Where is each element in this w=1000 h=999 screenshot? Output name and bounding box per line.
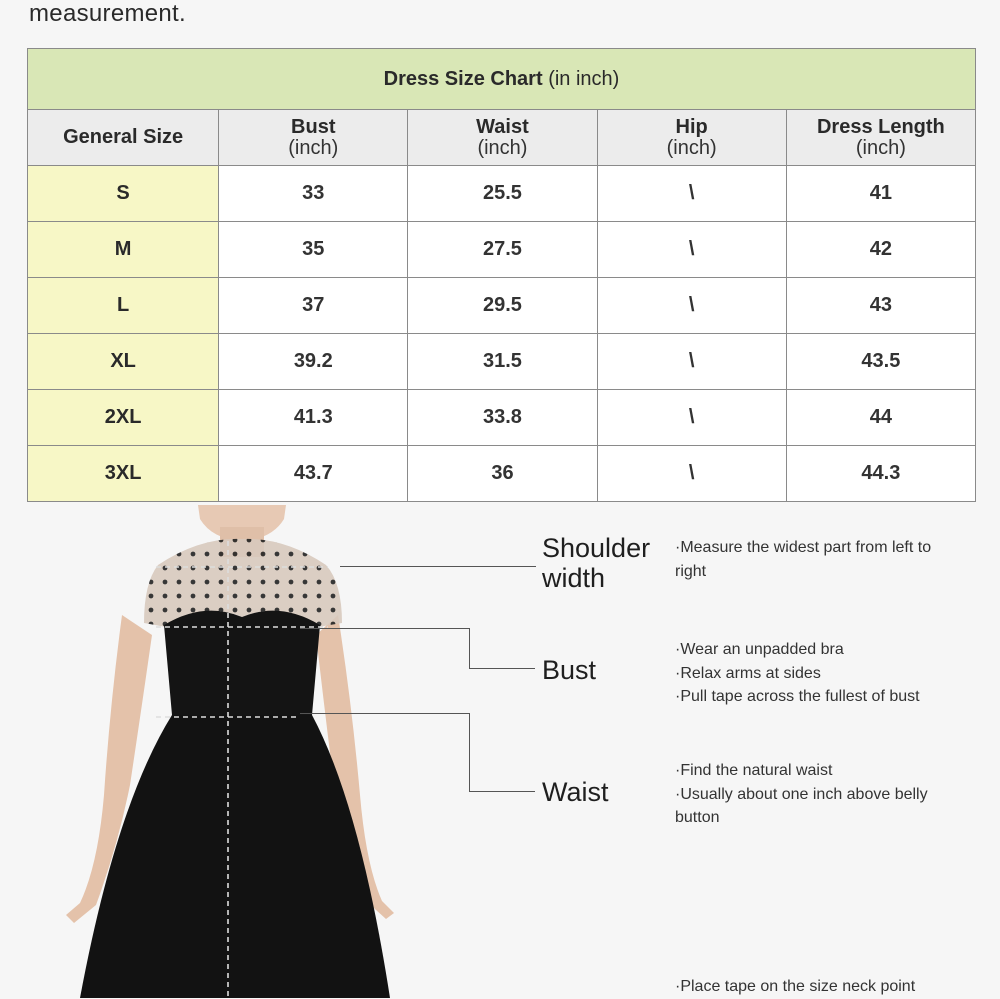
waist-cell: 33.8	[408, 390, 597, 446]
table-header-row	[28, 110, 976, 166]
intro-text: measurement.	[29, 0, 186, 27]
note-line: ·Place tape on the size neck point	[675, 978, 916, 995]
shoulder-leader	[340, 566, 536, 567]
header-label: Bust	[291, 115, 336, 138]
size-cell: 2XL	[28, 390, 219, 446]
waist-leader-h2	[469, 791, 535, 792]
note-line: ·Wear an unpadded bra	[675, 641, 844, 658]
size-cell: S	[28, 166, 219, 222]
header-label: Waist	[476, 115, 529, 138]
size-chart-table	[27, 48, 976, 502]
shoulder-notes	[675, 536, 931, 583]
table-row	[28, 166, 976, 222]
note-line: ·Usually about one inch above belly	[675, 785, 928, 803]
hip-cell: \	[597, 334, 786, 390]
waist-leader-v	[469, 713, 470, 791]
note-line: ·Pull tape across the fullest of bust	[675, 688, 920, 705]
header-waist	[408, 110, 597, 166]
table-row	[28, 278, 976, 334]
bust-notes	[675, 638, 920, 709]
header-label: Dress Length	[816, 115, 945, 138]
waist-cell: 36	[408, 446, 597, 502]
waist-cell: 31.5	[408, 334, 597, 390]
table-row	[28, 334, 976, 390]
waist-cell: 25.5	[408, 166, 597, 222]
header-label: General Size	[63, 126, 184, 148]
table-title-row	[28, 49, 976, 110]
header-label: Hip	[675, 115, 708, 138]
hip-cell: \	[597, 390, 786, 446]
size-cell: L	[28, 278, 219, 334]
waist-cell: 27.5	[408, 222, 597, 278]
note-line: ·Relax arms at sides	[675, 664, 821, 682]
hip-cell: \	[597, 222, 786, 278]
header-unit: (inch)	[288, 136, 339, 159]
shoulder-width-label	[542, 533, 650, 593]
dress-illustration	[60, 505, 460, 998]
bust-leader-h2	[469, 668, 535, 669]
bust-cell: 43.7	[219, 446, 408, 502]
shoulder-label-line1: Shoulder	[542, 533, 651, 563]
table-title	[28, 49, 976, 110]
note-line: ·Find the natural waist	[675, 762, 833, 779]
bust-cell: 35	[219, 222, 408, 278]
waist-notes	[675, 759, 928, 830]
table-row	[28, 222, 976, 278]
waist-cell: 29.5	[408, 278, 597, 334]
note-line: button	[675, 809, 720, 826]
bust-cell: 37	[219, 278, 408, 334]
header-unit: (inch)	[666, 136, 717, 159]
sheer-yoke	[144, 539, 342, 627]
hip-cell: \	[597, 446, 786, 502]
waist-label: Waist	[542, 777, 609, 807]
length-cell: 44	[786, 390, 975, 446]
bust-cell: 39.2	[219, 334, 408, 390]
bust-label: Bust	[542, 655, 597, 685]
table-title-unit: (in inch)	[548, 67, 620, 90]
table-row	[28, 390, 976, 446]
header-general-size	[28, 110, 219, 166]
hip-cell: \	[597, 166, 786, 222]
bust-leader-h1	[300, 628, 470, 629]
bust-cell: 33	[219, 166, 408, 222]
length-cell: 43	[786, 278, 975, 334]
size-cell: XL	[28, 334, 219, 390]
size-cell: 3XL	[28, 446, 219, 502]
header-bust	[219, 110, 408, 166]
header-unit: (inch)	[477, 136, 528, 159]
table-row	[28, 446, 976, 502]
header-dress-length	[786, 110, 975, 166]
length-cell: 42	[786, 222, 975, 278]
hip-cell: \	[597, 278, 786, 334]
length-cell: 41	[786, 166, 975, 222]
note-line: ·Measure the widest part from left to	[675, 539, 932, 556]
header-hip	[597, 110, 786, 166]
header-unit: (inch)	[855, 136, 906, 159]
length-notes	[675, 975, 915, 999]
bust-leader-v	[469, 628, 470, 668]
note-line: right	[675, 562, 707, 580]
table-title-text: Dress Size Chart	[383, 67, 543, 90]
length-cell: 44.3	[786, 446, 975, 502]
length-cell: 43.5	[786, 334, 975, 390]
bust-cell: 41.3	[219, 390, 408, 446]
size-cell: M	[28, 222, 219, 278]
shoulder-label-line2: width	[542, 563, 606, 593]
waist-leader-h1	[300, 713, 470, 714]
